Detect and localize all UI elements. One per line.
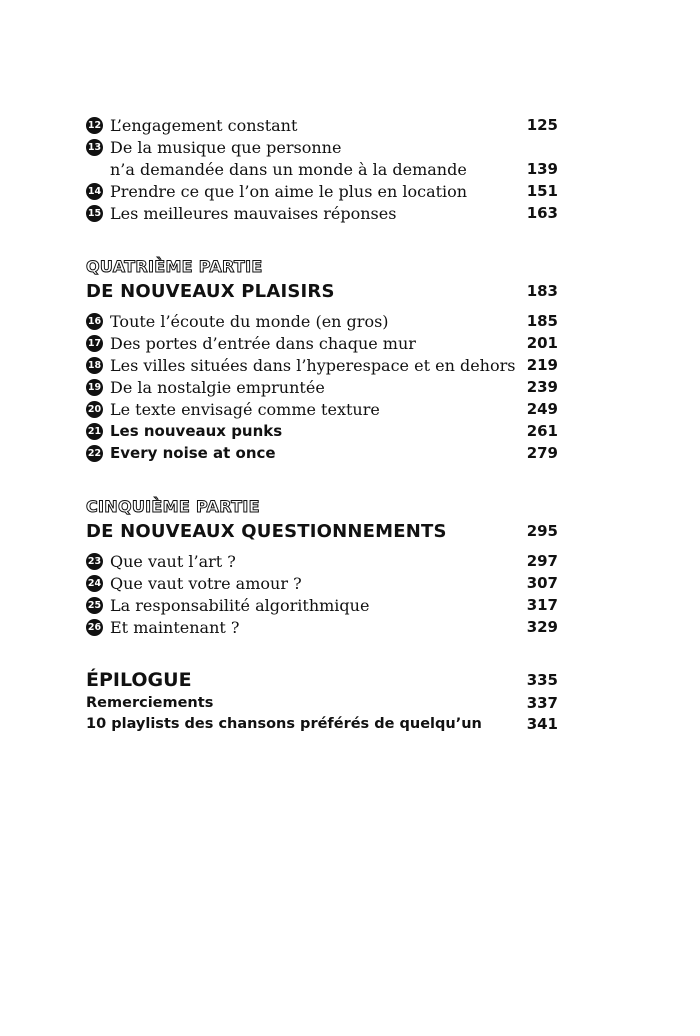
part-title: DE NOUVEAUX PLAISIRS <box>86 280 335 302</box>
chapter-title: Que vaut l’art ? <box>110 551 236 571</box>
toc-entry[interactable] <box>86 572 558 594</box>
chapter-title: La responsabilité algorithmique <box>110 595 370 615</box>
part-label: CINQUIÈME PARTIE <box>86 497 260 516</box>
page-number: 185 <box>526 312 558 330</box>
back-matter <box>86 668 558 734</box>
page-number: 201 <box>526 334 558 352</box>
part-heading[interactable] <box>86 518 558 544</box>
toc-entry[interactable] <box>86 136 558 158</box>
chapter-title: De la musique que personne <box>110 137 342 157</box>
page-number: 249 <box>526 400 558 418</box>
chapter-title: Prendre ce que l’on aime le plus en location <box>110 181 468 201</box>
chapter-number-badge: 14 <box>86 183 103 200</box>
page-number: 337 <box>526 693 558 712</box>
chapter-title: Et maintenant ? <box>110 617 240 637</box>
chapter-title: Les nouveaux punks <box>110 422 283 440</box>
page-number: 139 <box>526 160 558 178</box>
chapter-title: Every noise at once <box>110 444 276 462</box>
page-number: 183 <box>526 282 558 300</box>
part-title: DE NOUVEAUX QUESTIONNEMENTS <box>86 520 447 542</box>
toc-entry[interactable] <box>86 616 558 638</box>
chapter-title: De la nostalgie empruntée <box>110 377 325 397</box>
part-heading[interactable] <box>86 278 558 304</box>
page-number: 219 <box>526 356 558 374</box>
chapter-title: Des portes d’entrée dans chaque mur <box>110 333 416 353</box>
toc-entry[interactable] <box>86 594 558 616</box>
chapter-title: Le texte envisagé comme texture <box>110 399 380 419</box>
page-number: 261 <box>526 422 558 440</box>
toc-entry-playlists[interactable] <box>86 713 558 734</box>
chapter-number-badge: 12 <box>86 117 103 134</box>
page-number: 151 <box>526 182 558 200</box>
page-number: 335 <box>526 671 558 689</box>
toc-entry[interactable] <box>86 310 558 332</box>
page-number: 317 <box>526 596 558 614</box>
toc-entry[interactable] <box>86 398 558 420</box>
page-number: 279 <box>526 444 558 462</box>
chapter-number-badge: 17 <box>86 335 103 352</box>
chapter-number-badge: 24 <box>86 575 103 592</box>
toc-entry[interactable] <box>86 114 558 136</box>
chapter-title: Les meilleures mauvaises réponses <box>110 203 397 223</box>
chapter-title: L’engagement constant <box>110 115 298 135</box>
toc-entry[interactable] <box>86 202 558 224</box>
toc-entry[interactable] <box>86 332 558 354</box>
toc-entry-acknowledgements[interactable] <box>86 692 558 713</box>
chapter-number-badge: 25 <box>86 597 103 614</box>
chapter-number-badge: 21 <box>86 423 103 440</box>
toc-entry[interactable] <box>86 550 558 572</box>
page-number: 125 <box>526 116 558 134</box>
chapter-title: Toute l’écoute du monde (en gros) <box>110 311 389 331</box>
chapter-number-badge: 18 <box>86 357 103 374</box>
part-label: QUATRIÈME PARTIE <box>86 257 263 276</box>
page-number: 329 <box>526 618 558 636</box>
chapter-title: Les villes situées dans l’hyperespace et en dehors <box>110 355 516 375</box>
part-section <box>86 256 558 464</box>
toc-entry-epilogue[interactable] <box>86 668 558 692</box>
toc-entry[interactable] <box>86 180 558 202</box>
toc-entry-continuation[interactable] <box>86 158 558 180</box>
part-section <box>86 496 558 638</box>
toc-entry[interactable] <box>86 354 558 376</box>
chapter-number-badge: 20 <box>86 401 103 418</box>
page-number: 297 <box>526 552 558 570</box>
page-number: 163 <box>526 204 558 222</box>
page-number: 295 <box>526 522 558 540</box>
page-number: 341 <box>526 714 558 733</box>
epilogue-title: ÉPILOGUE <box>86 669 192 691</box>
toc-entry[interactable] <box>86 376 558 398</box>
toc-entry[interactable] <box>86 442 558 464</box>
chapter-number-badge: 22 <box>86 445 103 462</box>
chapter-title: Que vaut votre amour ? <box>110 573 302 593</box>
chapter-number-badge: 16 <box>86 313 103 330</box>
page-number: 239 <box>526 378 558 396</box>
chapter-number-badge: 19 <box>86 379 103 396</box>
chapter-number-badge: 13 <box>86 139 103 156</box>
table-of-contents <box>86 114 558 734</box>
playlists-title: 10 playlists des chansons préférés de quelqu’un <box>86 715 482 732</box>
toc-entry[interactable] <box>86 420 558 442</box>
chapter-number-badge: 26 <box>86 619 103 636</box>
chapter-title-continuation: n’a demandée dans un monde à la demande <box>110 159 467 179</box>
page-number: 307 <box>526 574 558 592</box>
chapter-number-badge: 23 <box>86 553 103 570</box>
acknowledgements-title: Remerciements <box>86 694 214 711</box>
chapter-number-badge: 15 <box>86 205 103 222</box>
